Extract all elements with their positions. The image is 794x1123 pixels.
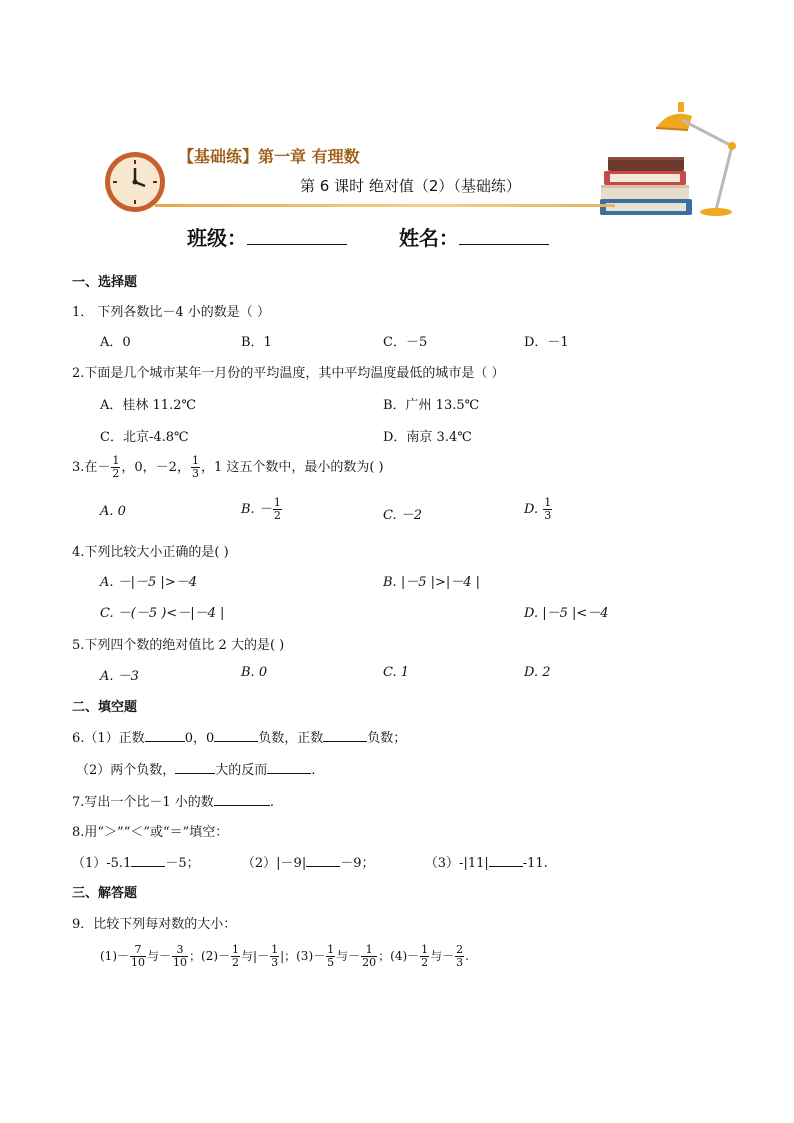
q5-option-c[interactable]: C. 1 [383,665,410,680]
q1-option-d[interactable]: D．－1 [524,335,569,350]
question-8-stem: 8.用“＞”“＜”或“＝”填空： [72,825,229,840]
question-3-stem: 3.在－ $\frac{1}{2}$ ，0，－2， $\frac{1}{3}$ ，1 这五个数中，最小的数为( ) [72,454,384,480]
question-6-line-2: （2）两个负数， 大的反而 . [76,763,316,778]
q4-option-d[interactable]: D. |－5 |<－4 [524,606,609,621]
blank[interactable] [131,854,165,867]
lesson-title: 第 6 课时 绝对值（2）（基础练） [300,177,521,195]
blank[interactable] [489,854,523,867]
blank[interactable] [214,793,270,806]
fraction-one-half: $\frac{1}{2}$ [112,454,120,480]
question-7: 7.写出一个比－1 小的数 . [72,795,274,810]
q4-option-b[interactable]: B. |－5 |>|－4 | [383,575,481,590]
section-choice: 一、选择题 [72,275,138,290]
q2-option-a[interactable]: A．桂林 11.2℃ [100,398,197,413]
q3-option-b[interactable]: B. － $\frac{1}{2}$ [241,496,281,522]
question-9-stem: 9．比较下列每对数的大小： [72,917,237,932]
blank[interactable] [214,729,258,742]
name-label: 姓名： [398,226,459,250]
section-fill-in: 二、填空题 [72,700,138,715]
question-1-stem: 1． 下列各数比－4 小的数是（ ） [72,305,270,320]
q5-option-d[interactable]: D. 2 [524,665,551,680]
q5-option-b[interactable]: B. 0 [241,665,268,680]
blank[interactable] [175,761,215,774]
question-8-parts: （1）-5.1 －5； （2）|－9| －9； （3）-|11| -11. [72,856,548,871]
blank[interactable] [323,729,367,742]
blank[interactable] [267,761,311,774]
class-blank[interactable] [247,226,347,245]
q4-option-a[interactable]: A. －|－5 |>－4 [100,575,197,590]
q4-option-c[interactable]: C. －(－5 )<－|－4 | [100,606,225,621]
header-divider [155,204,615,207]
chapter-title: 【基础练】第一章 有理数 [178,147,360,166]
q1-option-c[interactable]: C．－5 [383,335,428,350]
fraction-one-third: $\frac{1}{3}$ [191,454,199,480]
q3-option-a[interactable]: A. 0 [100,504,126,519]
blank[interactable] [145,729,185,742]
question-6-line-1: 6.（1）正数 0，0 负数，正数 负数； [72,731,407,746]
desk-lamp-icon [652,98,744,218]
blank[interactable] [306,854,340,867]
q5-option-a[interactable]: A. －3 [100,669,139,684]
question-5-stem: 5.下列四个数的绝对值比 2 大的是( ) [72,638,285,653]
class-name-line [187,222,549,251]
question-2-stem: 2.下面是几个城市某年一月份的平均温度，其中平均温度最低的城市是（ ） [72,366,505,381]
section-solve: 三、解答题 [72,886,138,901]
q1-option-a[interactable]: A．0 [100,335,131,350]
question-9-parts: (1)－ $\frac{7}{10}$ 与－ $\frac{3}{10}$ ；(2)－ $\frac{1}{2}$ 与|－ $\frac{1}{3}$ |；(3)－ $\frac{1}{5}$ 与－ $\frac{1}{20}$ ；(4)－ $\frac{1}{2}$ 与－ $\frac{2}{3}$ . [100,943,469,969]
q3-option-d[interactable]: D. $\frac{1}{3}$ [524,496,552,522]
name-blank[interactable] [459,226,549,245]
question-4-stem: 4.下列比较大小正确的是( ) [72,545,229,560]
q2-option-c[interactable]: C．北京-4.8℃ [100,430,189,445]
q3-option-c[interactable]: C. －2 [383,508,423,523]
class-label: 班级： [187,226,247,250]
q2-option-d[interactable]: D．南京 3.4℃ [383,430,472,445]
q2-option-b[interactable]: B．广州 13.5℃ [383,398,480,413]
q1-option-b[interactable]: B．1 [241,335,272,350]
